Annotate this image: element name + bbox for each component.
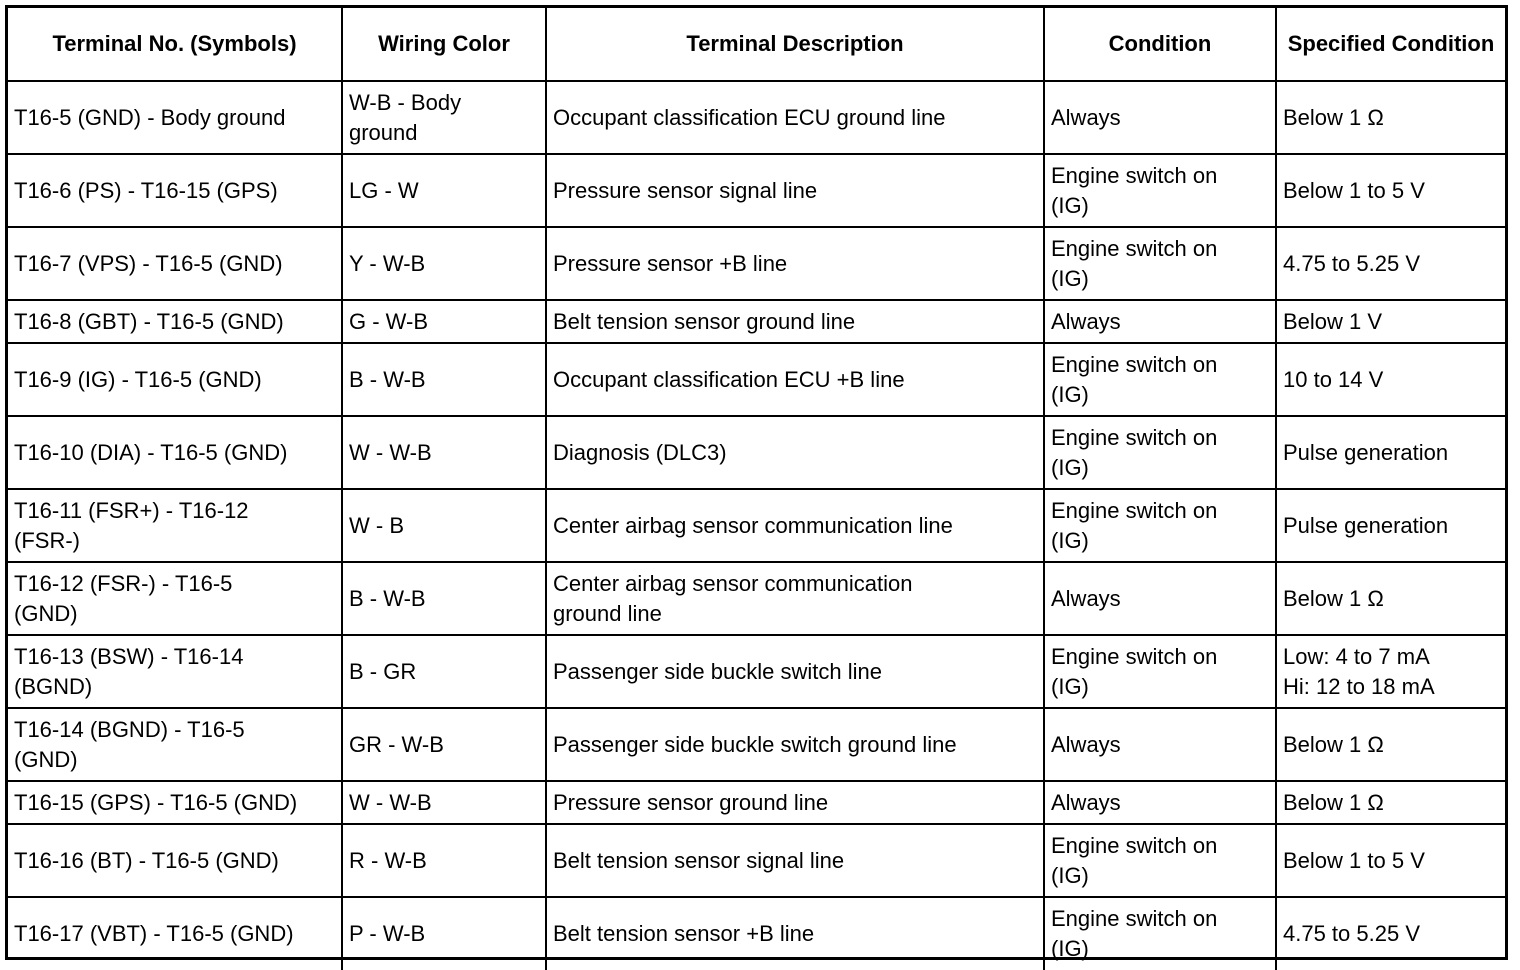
wiring-color-cell (342, 562, 546, 635)
header-specified-line: Specified (1287, 31, 1386, 56)
condition-cell (1044, 824, 1276, 897)
cell-text-line: Pulse generation (1283, 512, 1449, 538)
condition-cell (1044, 81, 1276, 154)
terminal-description-cell (546, 635, 1044, 708)
terminal-description-cell (546, 489, 1044, 562)
table-body (8, 81, 1505, 970)
wiring-color-cell (342, 489, 546, 562)
cell-text-line: ground line (553, 600, 662, 626)
cell-text-line: T16-9 (IG) - T16-5 (GND) (14, 366, 262, 392)
table-row (8, 154, 1505, 227)
condition-cell (1044, 489, 1276, 562)
cell-text-line: Center airbag sensor communication (553, 570, 913, 596)
table-row (8, 897, 1505, 970)
terminal-no-cell (8, 154, 342, 227)
cell-text-line: Pressure sensor signal line (553, 177, 818, 203)
cell-text-line: Engine switch on (1051, 235, 1218, 261)
cell-text-line: T16-13 (BSW) - T16-14 (14, 643, 244, 669)
cell-text-line: T16-8 (GBT) - T16-5 (GND) (14, 308, 284, 334)
table-row (8, 824, 1505, 897)
cell-text-line: Engine switch on (1051, 424, 1218, 450)
table-row (8, 489, 1505, 562)
cell-text-line: Pressure sensor +B line (553, 250, 788, 276)
condition-cell (1044, 635, 1276, 708)
specified-condition-cell (1276, 81, 1505, 154)
cell-text-line: Below 1 Ω (1283, 104, 1384, 130)
terminal-no-cell (8, 489, 342, 562)
cell-text-line: Always (1051, 308, 1121, 334)
specified-condition-cell (1276, 635, 1505, 708)
cell-text-line: Passenger side buckle switch line (553, 658, 882, 684)
specified-condition-cell (1276, 781, 1505, 824)
cell-text-line: Always (1051, 104, 1121, 130)
cell-text-line: Below 1 Ω (1283, 585, 1384, 611)
terminal-no-cell (8, 781, 342, 824)
table-row (8, 562, 1505, 635)
cell-text-line: (IG) (1051, 381, 1089, 407)
cell-text-line: Engine switch on (1051, 832, 1218, 858)
terminal-no-cell (8, 300, 342, 343)
cell-text-line: T16-12 (FSR-) - T16-5 (14, 570, 233, 596)
cell-text-line: ground (349, 119, 418, 145)
cell-text-line: (IG) (1051, 862, 1089, 888)
cell-text-line: Engine switch on (1051, 351, 1218, 377)
terminal-description-cell (546, 300, 1044, 343)
terminal-description-cell (546, 227, 1044, 300)
cell-text-line: T16-6 (PS) - T16-15 (GPS) (14, 177, 278, 203)
wiring-color-cell (342, 416, 546, 489)
cell-text-line: Y - W-B (349, 250, 426, 276)
header-specified-line: Condition (1391, 31, 1495, 56)
terminal-no-cell (8, 227, 342, 300)
header-specified-condition (1276, 8, 1505, 81)
condition-cell (1044, 227, 1276, 300)
condition-cell (1044, 708, 1276, 781)
cell-text-line: T16-16 (BT) - T16-5 (GND) (14, 847, 279, 873)
cell-text-line: Belt tension sensor +B line (553, 921, 815, 946)
terminal-no-cell (8, 562, 342, 635)
cell-text-line: Always (1051, 789, 1121, 815)
table-row (8, 416, 1505, 489)
cell-text-line: Below 1 Ω (1283, 789, 1384, 815)
terminal-no-cell (8, 81, 342, 154)
terminal-description-cell (546, 81, 1044, 154)
condition-cell (1044, 300, 1276, 343)
condition-cell (1044, 343, 1276, 416)
cell-text-line: Below 1 to 5 V (1283, 177, 1425, 203)
cell-text-line: W - W-B (349, 439, 432, 465)
specified-condition-cell (1276, 824, 1505, 897)
terminal-no-cell (8, 635, 342, 708)
terminal-no-cell (8, 897, 342, 970)
cell-text-line: Below 1 Ω (1283, 731, 1384, 757)
cell-text-line: Engine switch on (1051, 162, 1218, 188)
cell-text-line: T16-15 (GPS) - T16-5 (GND) (14, 789, 298, 815)
table-row (8, 300, 1505, 343)
terminal-spec-table (8, 8, 1505, 970)
cell-text-line: (FSR-) (14, 527, 80, 553)
cell-text-line: Occupant classification ECU +B line (553, 366, 905, 392)
cell-text-line: Belt tension sensor signal line (553, 847, 845, 873)
cell-text-line: G - W-B (349, 308, 429, 334)
terminal-description-cell (546, 781, 1044, 824)
specified-condition-cell (1276, 416, 1505, 489)
wiring-color-cell (342, 708, 546, 781)
cell-text-line: W-B - Body (349, 89, 462, 115)
cell-text-line: Always (1051, 585, 1121, 611)
cell-text-line: T16-7 (VPS) - T16-5 (GND) (14, 250, 283, 276)
cell-text-line: LG - W (349, 177, 419, 203)
specified-condition-cell (1276, 489, 1505, 562)
cell-text-line: Engine switch on (1051, 906, 1218, 931)
table-row (8, 708, 1505, 781)
terminal-no-cell (8, 416, 342, 489)
cell-text-line: (GND) (14, 746, 78, 772)
specified-condition-cell (1276, 897, 1505, 970)
terminal-no-cell (8, 708, 342, 781)
cell-text-line: Passenger side buckle switch ground line (553, 731, 957, 757)
terminal-table-frame (5, 5, 1508, 960)
cell-text-line: T16-17 (VBT) - T16-5 (GND) (14, 921, 294, 946)
terminal-description-cell (546, 708, 1044, 781)
cell-text-line: Below 1 to 5 V (1283, 847, 1425, 873)
terminal-description-cell (546, 562, 1044, 635)
cell-text-line: T16-14 (BGND) - T16-5 (14, 716, 245, 742)
cell-text-line: 4.75 to 5.25 V (1283, 250, 1420, 276)
header-terminal-no: Terminal No. (Symbols) (8, 8, 342, 81)
cell-text-line: T16-5 (GND) - Body ground (14, 104, 286, 130)
cell-text-line: B - GR (349, 658, 417, 684)
wiring-color-cell (342, 81, 546, 154)
cell-text-line: Center airbag sensor communication line (553, 512, 953, 538)
header-condition: Condition (1044, 8, 1276, 81)
wiring-color-cell (342, 300, 546, 343)
wiring-color-cell (342, 227, 546, 300)
specified-condition-cell (1276, 154, 1505, 227)
cell-text-line: Engine switch on (1051, 643, 1218, 669)
specified-condition-cell (1276, 343, 1505, 416)
condition-cell (1044, 562, 1276, 635)
specified-condition-cell (1276, 562, 1505, 635)
header-row (8, 8, 1505, 81)
condition-cell (1044, 154, 1276, 227)
wiring-color-cell (342, 635, 546, 708)
specified-condition-cell (1276, 300, 1505, 343)
table-row (8, 781, 1505, 824)
cell-text-line: T16-10 (DIA) - T16-5 (GND) (14, 439, 288, 465)
cell-text-line: 4.75 to 5.25 V (1283, 921, 1420, 946)
cell-text-line: Pulse generation (1283, 439, 1449, 465)
terminal-description-cell (546, 824, 1044, 897)
specified-condition-cell (1276, 708, 1505, 781)
wiring-color-cell (342, 154, 546, 227)
cell-text-line: 10 to 14 V (1283, 366, 1384, 392)
condition-cell (1044, 781, 1276, 824)
cell-text-line: Always (1051, 731, 1121, 757)
cell-text-line: Belt tension sensor ground line (553, 308, 856, 334)
cell-text-line: W - B (349, 512, 404, 538)
condition-cell (1044, 416, 1276, 489)
cell-text-line: (IG) (1051, 265, 1089, 291)
cell-text-line: (IG) (1051, 527, 1089, 553)
cell-text-line: GR - W-B (349, 731, 444, 757)
wiring-color-cell (342, 781, 546, 824)
cell-text-line: R - W-B (349, 847, 427, 873)
cell-text-line: (BGND) (14, 673, 93, 699)
terminal-description-cell (546, 154, 1044, 227)
header-terminal-description: Terminal Description (546, 8, 1044, 81)
cell-text-line: Below 1 V (1283, 308, 1383, 334)
cell-text-line: T16-11 (FSR+) - T16-12 (14, 497, 249, 523)
terminal-description-cell (546, 416, 1044, 489)
terminal-description-cell (546, 897, 1044, 970)
wiring-color-cell (342, 824, 546, 897)
cell-text-line: B - W-B (349, 585, 426, 611)
header-wiring-color: Wiring Color (342, 8, 546, 81)
cell-text-line: (IG) (1051, 454, 1089, 480)
cell-text-line: (IG) (1051, 192, 1089, 218)
cell-text-line: W - W-B (349, 789, 432, 815)
cell-text-line: Low: 4 to 7 mA (1283, 643, 1430, 669)
cell-text-line: (IG) (1051, 673, 1089, 699)
cell-text-line: B - W-B (349, 366, 426, 392)
table-row (8, 227, 1505, 300)
table-row (8, 635, 1505, 708)
terminal-description-cell (546, 343, 1044, 416)
table-row (8, 81, 1505, 154)
cell-text-line: Occupant classification ECU ground line (553, 104, 946, 130)
cell-text-line: (IG) (1051, 936, 1089, 961)
cell-text-line: Hi: 12 to 18 mA (1283, 673, 1435, 699)
cell-text-line: Pressure sensor ground line (553, 789, 829, 815)
wiring-color-cell (342, 343, 546, 416)
condition-cell (1044, 897, 1276, 970)
terminal-no-cell (8, 343, 342, 416)
cell-text-line: P - W-B (349, 921, 426, 946)
terminal-no-cell (8, 824, 342, 897)
cell-text-line: Diagnosis (DLC3) (553, 439, 727, 465)
specified-condition-cell (1276, 227, 1505, 300)
table-row (8, 343, 1505, 416)
cell-text-line: (GND) (14, 600, 78, 626)
wiring-color-cell (342, 897, 546, 970)
cell-text-line: Engine switch on (1051, 497, 1218, 523)
